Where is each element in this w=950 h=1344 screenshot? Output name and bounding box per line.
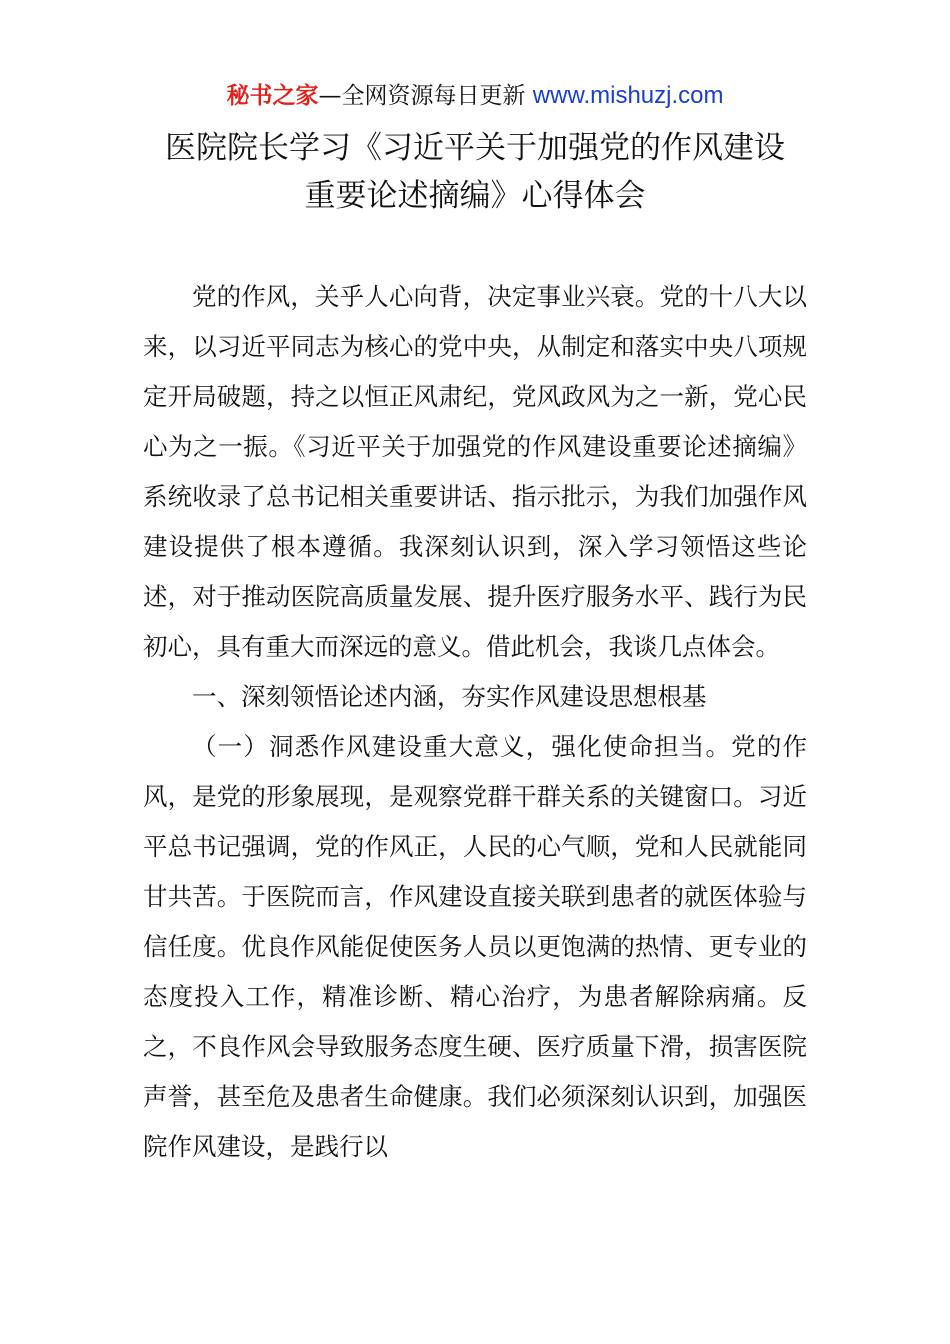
paragraph-section-1-1: （一）洞悉作风建设重大意义，强化使命担当。党的作风，是党的形象展现，是观察党群干群关系的关键窗口。习近平总书记强调，党的作风正，人民的心气顺，党和人民就能同甘共苦。于医院而言，作风建设直接关联到患者的就医体验与信任度。优良作风能促使医务人员以更饱满的热情、更专业的态度投入工作，精准诊断、精心治疗，为患者解除病痛。反之，不良作风会导致服务态度生硬、医疗质量下滑，损害医院声誉，甚至危及患者生命健康。我们必须深刻认识到，加强医院作风建设，是践行以 xyxy=(143,732,807,1161)
document-title xyxy=(0,124,950,220)
header-tagline: —全网资源每日更新 xyxy=(318,83,533,109)
paragraph-intro: 党的作风，关乎人心向背，决定事业兴衰。党的十八大以来，以习近平同志为核心的党中央，从制定和落实中央八项规定开局破题，持之以恒正风肃纪，党风政风为之一新，党心民心为之一振。《习近平关于加强党的作风建设重要论述摘编》系统收录了总书记相关重要讲话、指示批示，为我们加强作风建设提供了根本遵循。我深刻认识到，深入学习领悟这些论述，对于推动医院高质量发展、提升医疗服务水平、践行为民初心，具有重大而深远的意义。借此机会，我谈几点体会。 xyxy=(143,282,807,661)
brand-name: 秘书之家 xyxy=(226,83,319,109)
document-body xyxy=(143,272,807,1172)
title-line-1: 医院院长学习《习近平关于加强党的作风建设 xyxy=(165,130,785,166)
site-url: www.mishuzj.com xyxy=(532,82,724,109)
title-line-2: 重要论述摘编》心得体会 xyxy=(304,178,646,214)
section-heading-1: 一、深刻领悟论述内涵，夯实作风建设思想根基 xyxy=(192,682,707,711)
site-header xyxy=(0,80,950,112)
